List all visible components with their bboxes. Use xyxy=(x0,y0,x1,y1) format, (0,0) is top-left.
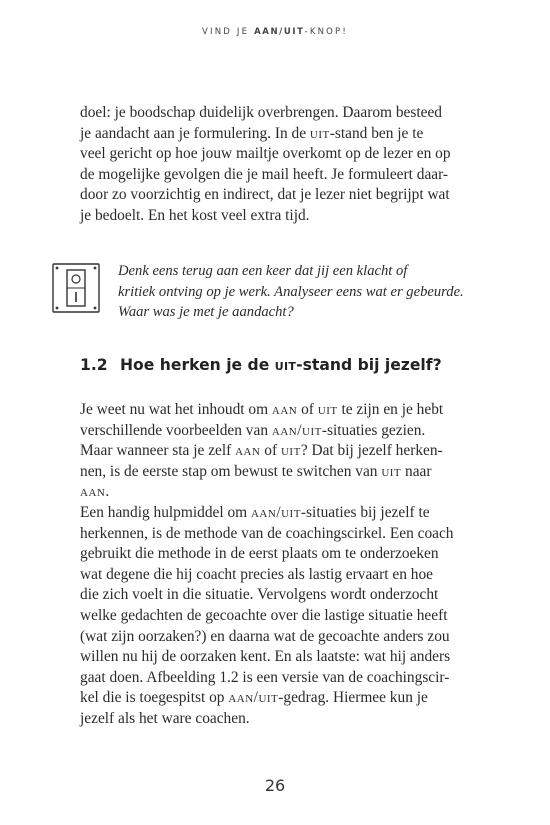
running-head-bold: AAN/UIT xyxy=(254,27,305,37)
text-run: Maar wanneer sta je zelf xyxy=(80,442,236,460)
text-run: kel die is toegespitst op xyxy=(80,689,229,707)
text-line xyxy=(80,585,470,606)
smallcaps-run: aan xyxy=(271,401,298,418)
text-run: door zo voorzichtig en indirect, dat je lezer niet begrijpt wat xyxy=(80,186,450,204)
smallcaps-run: uit xyxy=(280,442,301,460)
text-line xyxy=(80,144,470,165)
smallcaps-run: uit xyxy=(381,462,402,480)
text-line xyxy=(80,206,470,227)
text-line xyxy=(80,709,470,730)
text-run: -stand ben je te xyxy=(329,124,424,142)
text-run: (wat zijn oorzaken?) en daarna wat de gecoachte anders zou xyxy=(80,627,450,645)
text-run: gebruikt die methode in de eerst plaats om te onderzoeken xyxy=(80,545,439,563)
text-run: verschillende voorbeelden van xyxy=(80,421,272,439)
text-run: willen nu hij de oorzaken kent. En als laatste: wat hij anders xyxy=(80,648,451,666)
text-line xyxy=(80,606,470,627)
smallcaps-run: uit xyxy=(317,401,338,418)
smallcaps-run: aan/uit xyxy=(250,504,301,521)
text-run: -situaties gezien. xyxy=(321,421,426,439)
text-run: Een handig hulpmiddel om xyxy=(80,504,251,521)
smallcaps-run: aan xyxy=(80,483,106,501)
text-run: -situaties bij jezelf te xyxy=(300,504,430,521)
text-run: of xyxy=(297,401,318,418)
text-line xyxy=(80,400,470,421)
text-line xyxy=(80,647,470,668)
text-line xyxy=(80,524,470,545)
text-run: herkennen, is de methode van de coachingscirkel. Een coach xyxy=(80,524,454,542)
running-head xyxy=(0,27,550,37)
page-number: 26 xyxy=(264,776,286,795)
smallcaps-run: aan xyxy=(235,442,261,460)
text-line xyxy=(80,462,470,483)
callout-line: Denk eens terug aan een keer dat jij een klacht of xyxy=(118,263,408,279)
text-line xyxy=(80,544,470,565)
text-line xyxy=(80,165,470,186)
section-heading xyxy=(80,356,480,374)
on-off-switch-icon xyxy=(51,262,101,314)
section-number: 1.2 xyxy=(80,356,108,374)
text-run: je aandacht aan je formulering. In de xyxy=(80,124,310,142)
paragraph-recognize xyxy=(80,400,470,503)
text-line xyxy=(80,688,470,709)
text-run: welke gedachten de gecoachte over die lastige situatie heeft xyxy=(80,606,448,624)
paragraph-intro xyxy=(80,103,470,227)
text-run: of xyxy=(260,442,281,460)
text-run: veel gericht op hoe jouw mailtje overkomt op de lezer en op xyxy=(80,145,451,163)
section-title-smallcaps: uit xyxy=(274,356,297,374)
text-run: gaat doen. Afbeelding 1.2 is een versie van de coachingscir- xyxy=(80,668,450,686)
smallcaps-run: aan/uit xyxy=(271,421,322,439)
text-run: Je weet nu wat het inhoudt om xyxy=(80,401,272,418)
text-line xyxy=(80,185,470,206)
text-run: je bedoelt. En het kost veel extra tijd. xyxy=(80,206,310,224)
text-line xyxy=(80,565,470,586)
text-run: . xyxy=(105,483,110,501)
text-line xyxy=(80,482,470,503)
text-run: nen, is de eerste stap om bewust te switchen van xyxy=(80,462,382,480)
text-run: te zijn en je hebt xyxy=(337,401,444,418)
running-head-pre: VIND JE xyxy=(202,27,255,37)
text-run: die zich voelt in die situatie. Vervolgens wordt onderzocht xyxy=(80,586,439,604)
section-title-pre: Hoe herken je de xyxy=(120,356,275,374)
smallcaps-run: aan/uit xyxy=(228,689,279,707)
text-run: naar xyxy=(401,462,432,480)
text-line xyxy=(80,421,470,442)
text-line xyxy=(80,441,470,462)
callout-line: kritiek ontving op je werk. Analyseer eens wat er gebeurde. xyxy=(118,283,464,300)
text-run: de mogelijke gevolgen die je mail heeft. Je formuleert daar- xyxy=(80,165,449,183)
text-line xyxy=(80,124,470,145)
text-line xyxy=(80,503,470,524)
section-title-post: -stand bij jezelf? xyxy=(296,356,442,374)
text-line xyxy=(80,627,470,648)
text-line xyxy=(80,668,470,689)
text-run: jezelf als het ware coachen. xyxy=(80,709,250,727)
text-run: ? Dat bij jezelf herken- xyxy=(300,442,443,460)
text-run: wat degene die hij coacht precies als lastig ervaart en hoe xyxy=(80,565,433,583)
smallcaps-run: uit xyxy=(309,124,330,142)
text-run: doel: je boodschap duidelijk overbrengen. Daarom besteed xyxy=(80,104,442,121)
paragraph-coaching-circle xyxy=(80,503,470,730)
callout-line: Waar was je met je aandacht? xyxy=(118,304,294,320)
text-line xyxy=(80,103,470,124)
callout-text xyxy=(118,261,468,323)
running-head-post: -KNOP! xyxy=(304,27,348,37)
text-run: -gedrag. Hiermee kun je xyxy=(278,689,428,707)
